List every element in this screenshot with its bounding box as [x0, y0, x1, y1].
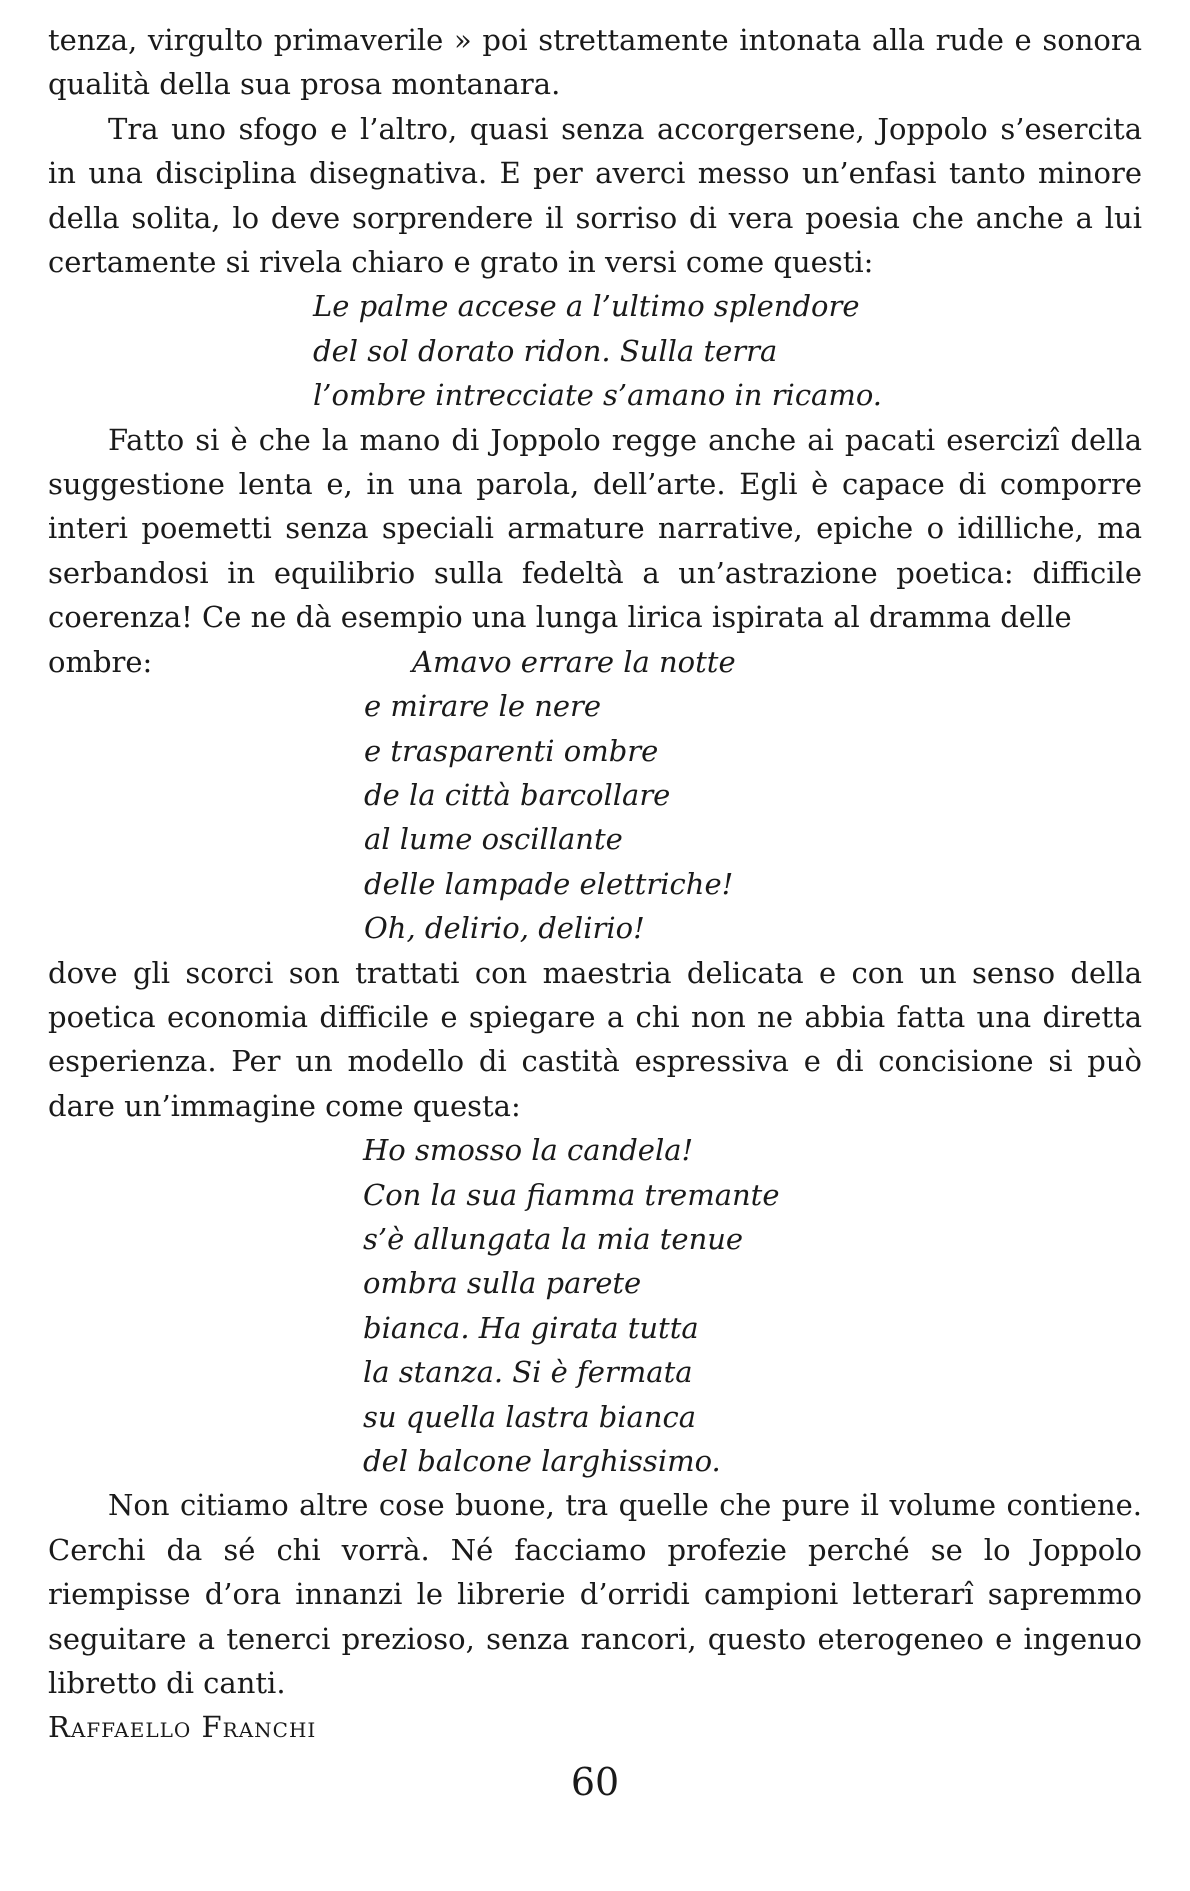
- verse-line: l’ombre intrecciate s’amano in ricamo.: [313, 378, 883, 413]
- verse-line: la stanza. Si è fermata: [363, 1355, 693, 1390]
- author-signature: Raffaello Franchi: [48, 1710, 317, 1745]
- verse-line: del sol dorato ridon. Sulla terra: [313, 333, 778, 368]
- poem-palme: [48, 284, 1142, 417]
- verse-line: Ho smosso la candela!: [363, 1133, 694, 1168]
- page-number: 60: [570, 1760, 620, 1804]
- paragraph-joppolo-disciplina: Tra uno sfogo e l’altro, quasi senza accorgersene, Joppolo s’esercita in una disciplina disegnativa. E per averci messo un’enfasi tanto minore della solita, lo deve sorprendere il sorriso di vera poesia che anche a lui certamente si rivela chiaro e grato in versi come questi:: [48, 111, 1142, 280]
- poem-candela: [48, 1128, 1142, 1483]
- verse-line: Amavo errare la notte: [412, 644, 736, 679]
- verse-line: del balcone larghissimo.: [363, 1444, 721, 1478]
- poem-ombre: [48, 640, 1142, 951]
- text-block: [48, 18, 1142, 1750]
- verse-line: s’è allungata la mia tenue: [363, 1221, 744, 1256]
- paragraph-tail: ombre:: [48, 644, 153, 679]
- paragraph-poemetti: Fatto si è che la mano di Joppolo regge anche ai pacati esercizî della suggestione lenta e, in una parola, dell’arte. Egli è capace di comporre interi poemetti senza speciali armature narrative, epiche o idilliche, ma serbandosi in equilibrio sulla fedeltà a un’astrazione poetica: difficile coerenza! Ce ne dà esempio una lunga lirica ispirata al dramma delle: [48, 422, 1142, 635]
- paragraph-closing: Non citiamo altre cose buone, tra quelle che pure il volume contiene. Cerchi da sé chi vorrà. Né facciamo profezie perché se lo Joppolo riempisse d’ora innanzi le librerie d’orridi campioni letterarî sapremmo seguitare a tenerci prezioso, senza rancori, questo eterogeneo e ingenuo libretto di canti.: [48, 1488, 1142, 1701]
- verse-line: Oh, delirio, delirio!: [364, 911, 645, 946]
- verse-line: bianca. Ha girata tutta: [363, 1310, 699, 1345]
- paragraph-continuation: tenza, virgulto primaverile » poi strettamente intonata alla rude e sonora qualità della sua prosa montanara.: [48, 23, 1142, 102]
- verse-line: delle lampade elettriche!: [364, 866, 734, 901]
- verse-line: e mirare le nere: [364, 689, 602, 724]
- verse-line: su quella lastra bianca: [363, 1399, 697, 1434]
- verse-line: al lume oscillante: [364, 822, 623, 857]
- verse-line: ombra sulla parete: [363, 1266, 642, 1301]
- verse-line: e trasparenti ombre: [364, 733, 659, 768]
- verse-line: de la città barcollare: [364, 777, 671, 812]
- paragraph-scorci: dove gli scorci son trattati con maestria delicata e con un senso della poetica economia difficile e spiegare a chi non ne abbia fatta una diretta esperienza. Per un modello di castità espressiva e di concisione si può dare un’immagine come questa:: [48, 955, 1142, 1123]
- verse-line: Con la sua fiamma tremante: [363, 1177, 780, 1212]
- verse-line: Le palme accese a l’ultimo splendore: [313, 289, 860, 324]
